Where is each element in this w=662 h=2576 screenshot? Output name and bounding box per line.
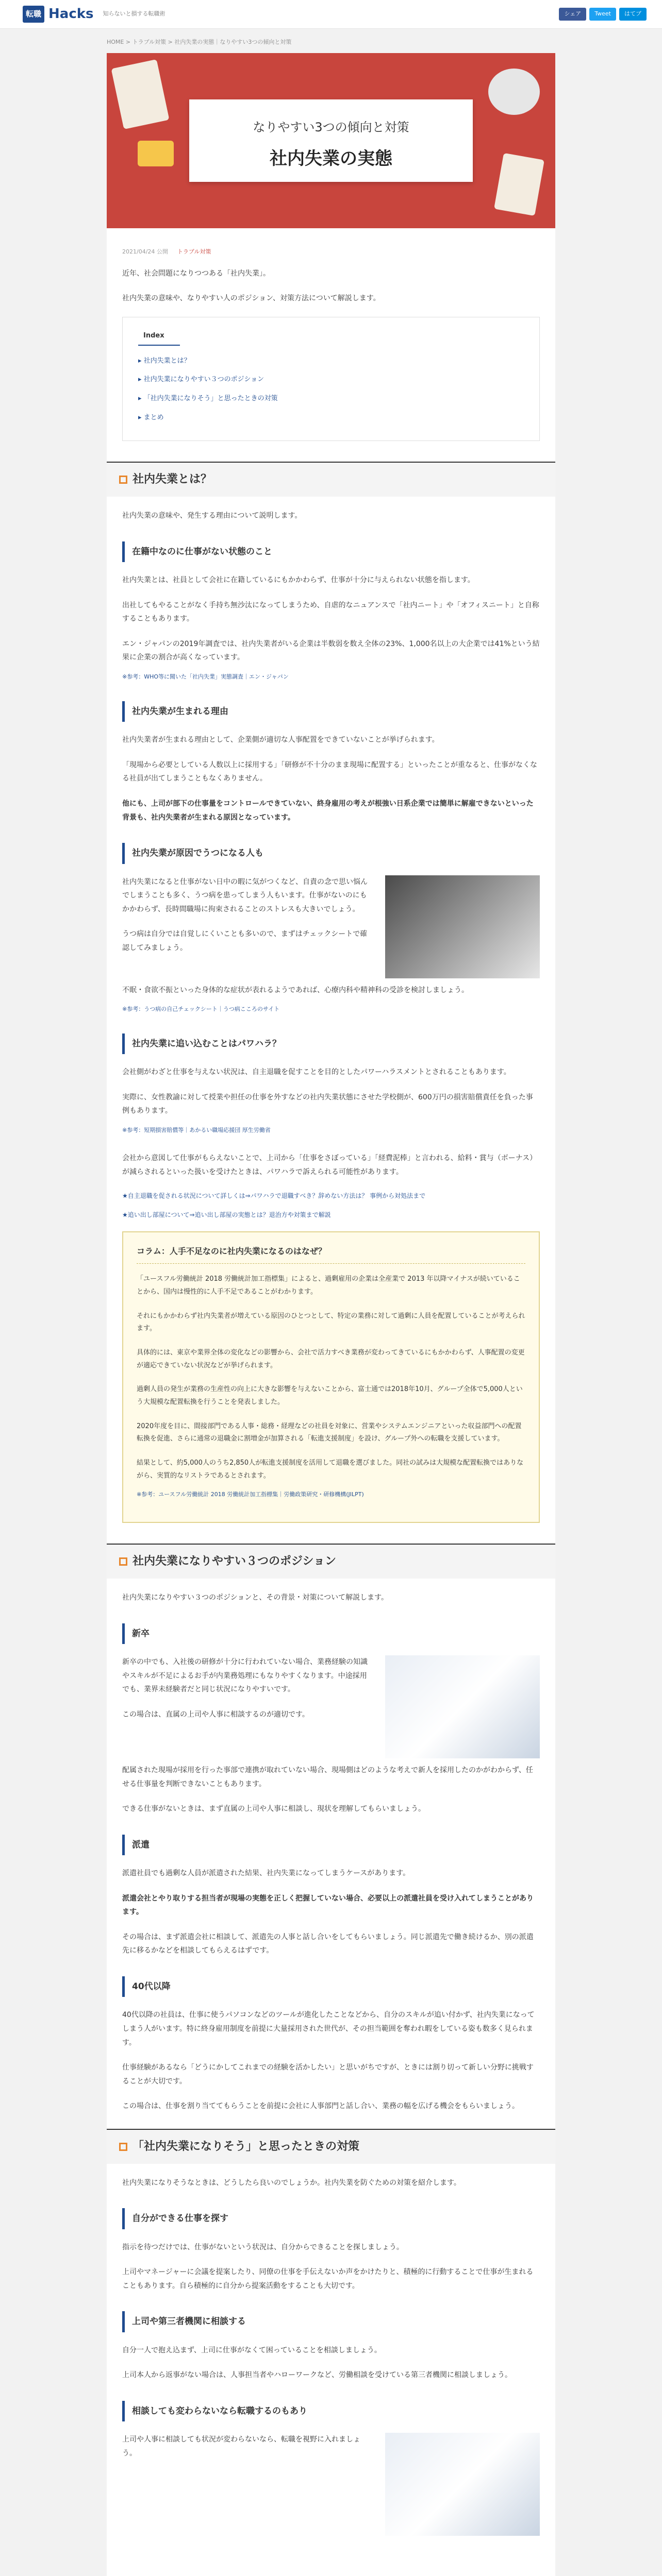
heading-marker-icon bbox=[119, 2143, 127, 2151]
depressed-person-photo bbox=[385, 875, 540, 978]
site-logo[interactable] bbox=[23, 2, 166, 27]
column-paragraph: それにもかかわらず社内失業者が増えている原因のひとつとして、特定の業務に対して過剰に人員を配置していることが考えられます。 bbox=[137, 1312, 525, 1333]
subsection-heading: 社内失業に追い込むことはパワハラ？ bbox=[122, 1033, 540, 1054]
section-lead: 社内失業の意味や、発生する理由について説明します。 bbox=[122, 512, 302, 520]
toc-item[interactable]: ▸ 社内失業とは？ bbox=[138, 352, 524, 371]
hero-banner bbox=[107, 53, 555, 228]
related-link[interactable]: ★追い出し部屋について⇒追い出し部屋の実態とは？退治方や対策まで解説 bbox=[122, 1211, 331, 1218]
category-link[interactable]: トラブル対策 bbox=[177, 248, 211, 255]
related-link[interactable]: ★自主退職を促される状況について詳しくは⇒パワハラで退職すべき？辞めない方法は？ 事例から対処法まで bbox=[122, 1192, 426, 1200]
intro-paragraph: 近年、社会問題になりつつある「社内失業」。 bbox=[122, 269, 270, 278]
section-heading bbox=[107, 462, 555, 497]
paragraph: 社内失業とは、社員として会社に在籍しているにもかかわらず、仕事が十分に与えられない状態を指します。 bbox=[122, 576, 475, 585]
paragraph: 実際に、女性教諭に対して授業や担任の仕事を外すなどの社内失業状態にさせた学校側が、600万円の損害賠償責任を負った事例もあります。 bbox=[122, 1093, 533, 1115]
section-lead: 社内失業になりやすい３つのポジションと、その背景・対策について解説します。 bbox=[122, 1594, 388, 1602]
top-bar bbox=[0, 0, 662, 29]
column-paragraph: 結果として、約5,000人のうち2,850人が転進支援制度を活用して退職を選びました。同社の試みは大規模な配置転換ではありながら、実質的なリストラであるとされます。 bbox=[137, 1459, 524, 1480]
paragraph: 派遣会社とやり取りする担当者が現場の実態を正しく把握していない場合、必要以上の派遣社員を受け入れてしまうことがあります。 bbox=[122, 1894, 534, 1917]
hero-card bbox=[189, 99, 473, 182]
paragraph: 会社から意図して仕事がもらえないことで、上司から「仕事をさぼっている」「経費泥棒」と言われる、給料・賞与（ボーナス）が減らされるといった扱いを受けたときは、パワハラで訴えられる可能性があります。 bbox=[122, 1154, 537, 1176]
column-paragraph: 2020年度を目に、間接部門である人事・総務・経理などの社員を対象に、営業やシステムエンジニアといった収益部門への配置転換を促進、さらに通常の退職金に割増金が加算される「転進支援制度」を設け、グループ外への転職を支援しています。 bbox=[137, 1422, 522, 1443]
subsection-heading: 自分ができる仕事を探す bbox=[122, 2208, 540, 2229]
section-heading-text: 「社内失業になりそう」と思ったときの対策 bbox=[133, 2140, 360, 2153]
toc-title: Index bbox=[138, 330, 180, 346]
clock-illustration bbox=[488, 69, 540, 115]
paragraph: 不眠・食欲不振といった身体的な症状が表れるようであれば、心療内科や精神科の受診を検討しましょう。 bbox=[122, 986, 469, 994]
source-link[interactable]: ※参考：ユースフル労働統計 2018 労働統計加工指標集｜労働政策研究・研修機構(JILPT) bbox=[137, 1491, 364, 1498]
subsection-heading: 新卒 bbox=[122, 1623, 540, 1644]
table-of-contents bbox=[122, 317, 540, 441]
paragraph: 出社してもやることがなく手持ち無沙汰になってしまうため、自虐的なニュアンスで「社内ニート」や「オフィスニート」と自称することもあります。 bbox=[122, 601, 539, 623]
source-link[interactable]: ※参考：うつ病の自己チェックシート｜うつ病こころのサイト bbox=[122, 1006, 280, 1013]
paragraph: この場合は、直属の上司や人事に相談するのが適切です。 bbox=[122, 1710, 309, 1719]
paragraph: 上司や人事に相談しても状況が変わらないなら、転職を視野に入れましょう。 bbox=[122, 2435, 360, 2458]
breadcrumb[interactable]: HOME > トラブル対策 > 社内失業の実態｜なりやすい3つの傾向と対策 bbox=[107, 29, 555, 53]
logo-mark: 転職 bbox=[23, 6, 44, 23]
share-buttons bbox=[559, 8, 647, 21]
document-illustration bbox=[111, 59, 170, 129]
paragraph: エン・ジャパンの2019年調査では、社内失業者がいる企業は半数弱を数え全体の23%、1,000名以上の大企業では41%という結果に企業の割合が高くなっています。 bbox=[122, 639, 540, 662]
paragraph: 仕事経験があるなら「どうにかしてこれまでの経験を活かしたい」と思いがちですが、ときには割り切って新しい分野に挑戦することが大切です。 bbox=[122, 2063, 534, 2086]
hero-subtitle: なりやすい3つの傾向と対策 bbox=[253, 120, 409, 134]
paragraph: 他にも、上司が部下の仕事量をコントロールできていない、終身雇用の考えが根強い日系企業では簡単に解雇できないといった背景も、社内失業者が生まれる原因となっています。 bbox=[122, 800, 534, 822]
media-block bbox=[122, 875, 540, 978]
paragraph: 配属された現場が採用を行った事部で連携が取れていない場合、現場側はどのような考えで新人を採用したのかがわからず、任せる仕事量を判断できないこともあります。 bbox=[122, 1766, 533, 1788]
section-heading-text: 社内失業になりやすい３つのポジション bbox=[133, 1555, 337, 1568]
section-heading bbox=[107, 2129, 555, 2164]
paragraph: 自分一人で抱え込まず、上司に仕事がなくて困っていることを相談しましょう。 bbox=[122, 2346, 382, 2354]
article-container bbox=[107, 29, 555, 2576]
column-paragraph: 過剰人員の発生が業務の生産性の向上に大きな影響を与えないことから、富士通では2018年10月、グループ全体で5,000人という大規模な配置転換を行うことを発表しました。 bbox=[137, 1385, 523, 1406]
paragraph: 上司やマネージャーに会議を提案したり、同僚の仕事を手伝えないか声をかけたりと、積極的に行動することで仕事が生まれることもあります。自ら積極的に自分から提案活動をすることも大切です。 bbox=[122, 2268, 534, 2290]
paragraph: うつ病は自分では自覚しにくいことも多いので、まずはチェックシートで確認してみましょう。 bbox=[122, 930, 368, 952]
column-paragraph: 具体的には、東京や業界全体の変化などの影響から、会社で活力すべき業務が変わってきているにもかかわらず、人事配置の変更が適応できていない状況などが挙げられます。 bbox=[137, 1348, 525, 1369]
hatena-share-button[interactable]: はてブ bbox=[619, 8, 647, 21]
paragraph: 社内失業になると仕事がない日中の暇に気がつくなど、自責の念で思い悩んでしまうことも多く、うつ病を患ってしまう人もいます。仕事がないのにもかかわらず、長時間職場に拘束されることのストレスも大きいでしょう。 bbox=[122, 877, 368, 913]
intro-paragraph: 社内失業の意味や、なりやすい人のポジション、対策方法について解説します。 bbox=[122, 294, 380, 303]
source-link[interactable]: ※参考：短期損害賠償等｜あかるい職場応援団 厚生労働省 bbox=[122, 1127, 271, 1134]
column-box bbox=[122, 1231, 540, 1523]
paragraph: 会社側がわざと仕事を与えない状況は、自主退職を促すことを目的としたパワーハラスメントとされることもあります。 bbox=[122, 1068, 511, 1077]
hero-title: 社内失業の実態 bbox=[270, 148, 392, 170]
career-change-photo bbox=[385, 2433, 540, 2536]
subsection-heading: 上司や第三者機関に相談する bbox=[122, 2311, 540, 2332]
article-body bbox=[107, 228, 555, 2536]
sticky-note-illustration bbox=[138, 141, 174, 166]
media-block bbox=[122, 1655, 540, 1758]
section-heading bbox=[107, 1544, 555, 1579]
paragraph: 社内失業者が生まれる理由として、企業側が適切な人事配置をできていないことが挙げられます。 bbox=[122, 736, 439, 744]
paragraph: 派遣社員でも過剰な人員が派遣された結果、社内失業になってしまうケースがあります。 bbox=[122, 1869, 410, 1878]
article-meta bbox=[122, 228, 540, 267]
twitter-share-button[interactable]: Tweet bbox=[589, 8, 616, 21]
section-lead: 社内失業になりそうなときは、どうしたら良いのでしょうか。社内失業を防ぐための対策を紹介します。 bbox=[122, 2178, 461, 2187]
media-block bbox=[122, 2433, 540, 2536]
office-meeting-photo bbox=[385, 1655, 540, 1758]
facebook-share-button[interactable]: シェア bbox=[559, 8, 586, 21]
toc-item[interactable]: ▸ 社内失業になりやすい３つのポジション bbox=[138, 370, 524, 389]
paragraph: 新卒の中でも、入社後の研修が十分に行われていない場合、業務経験の知識やスキルが不足によるお手が内業務処理にもなりやすくなります。中途採用でも、業界未経験者だと同じ状況になりやすいです。 bbox=[122, 1657, 368, 1694]
logo-text: Hacks bbox=[48, 6, 94, 22]
subsection-heading: 社内失業が原因でうつになる人も bbox=[122, 843, 540, 863]
heading-marker-icon bbox=[119, 476, 127, 484]
subsection-heading: 派遣 bbox=[122, 1835, 540, 1855]
paragraph: できる仕事がないときは、まず直属の上司や人事に相談し、現状を理解してもらいましょう。 bbox=[122, 1805, 425, 1814]
paragraph: 「現場から必要としている人数以上に採用する」「研修が不十分のまま現場に配置する」といったことが重なると、仕事がなくなる社員が出てしまうこともなくありません。 bbox=[122, 760, 537, 783]
paragraph: 指示を待つだけでは、仕事がないという状況は、自分からできることを探しましょう。 bbox=[122, 2243, 404, 2251]
toc-item[interactable]: ▸ まとめ bbox=[138, 409, 524, 428]
source-link[interactable]: ※参考：WHO等に聞いた「社内失業」実態調査｜エン・ジャパン bbox=[122, 673, 289, 681]
site-tagline: 知らないと損する転職術 bbox=[103, 10, 166, 18]
column-paragraph: 「ユースフル労働統計 2018 労働統計加工指標集」によると、過剰雇用の企業は全産業で 2013 年以降マイナスが続いていることから、国内は慢性的に人手不足であることがわかります。 bbox=[137, 1275, 520, 1296]
subsection-heading: 相談しても変わらないなら転職するのもあり bbox=[122, 2401, 540, 2421]
subsection-heading: 40代以降 bbox=[122, 1976, 540, 1997]
toc-item[interactable]: ▸ 「社内失業になりそう」と思ったときの対策 bbox=[138, 389, 524, 409]
paragraph: 上司本人から返事がない場合は、人事担当者やハローワークなど、労働相談を受けている第三者機関に相談しましょう。 bbox=[122, 2371, 512, 2380]
publish-date: 2021/04/24 公開 bbox=[122, 248, 168, 255]
section-heading-text: 社内失業とは？ bbox=[133, 473, 212, 486]
subsection-heading: 在籍中なのに仕事がない状態のこと bbox=[122, 541, 540, 562]
heading-marker-icon bbox=[119, 1557, 127, 1566]
paragraph: その場合は、まず派遣会社に相談して、派遣先の人事と話し合いをしてもらいましょう。同じ派遣先で働き続けるか、別の派遣先に移るかなどを相談してもらえるはずです。 bbox=[122, 1933, 534, 1955]
paragraph: この場合は、仕事を割り当ててもらうことを前提に会社に人事部門と話し合い、業務の幅を広げる機会をもらいましょう。 bbox=[122, 2102, 519, 2111]
paper-illustration bbox=[494, 153, 544, 216]
subsection-heading: 社内失業が生まれる理由 bbox=[122, 701, 540, 722]
column-title: コラム：人手不足なのに社内失業になるのはなぜ？ bbox=[137, 1244, 525, 1264]
paragraph: 40代以降の社員は、仕事に使うパソコンなどのツールが進化したことなどから、自分のスキルが追い付かず、社内失業になってしまう人がいます。特に終身雇用制度を前提に大量採用された世代が、その担当範囲を奪われ暇をしている姿も数多く見られます。 bbox=[122, 2011, 535, 2047]
